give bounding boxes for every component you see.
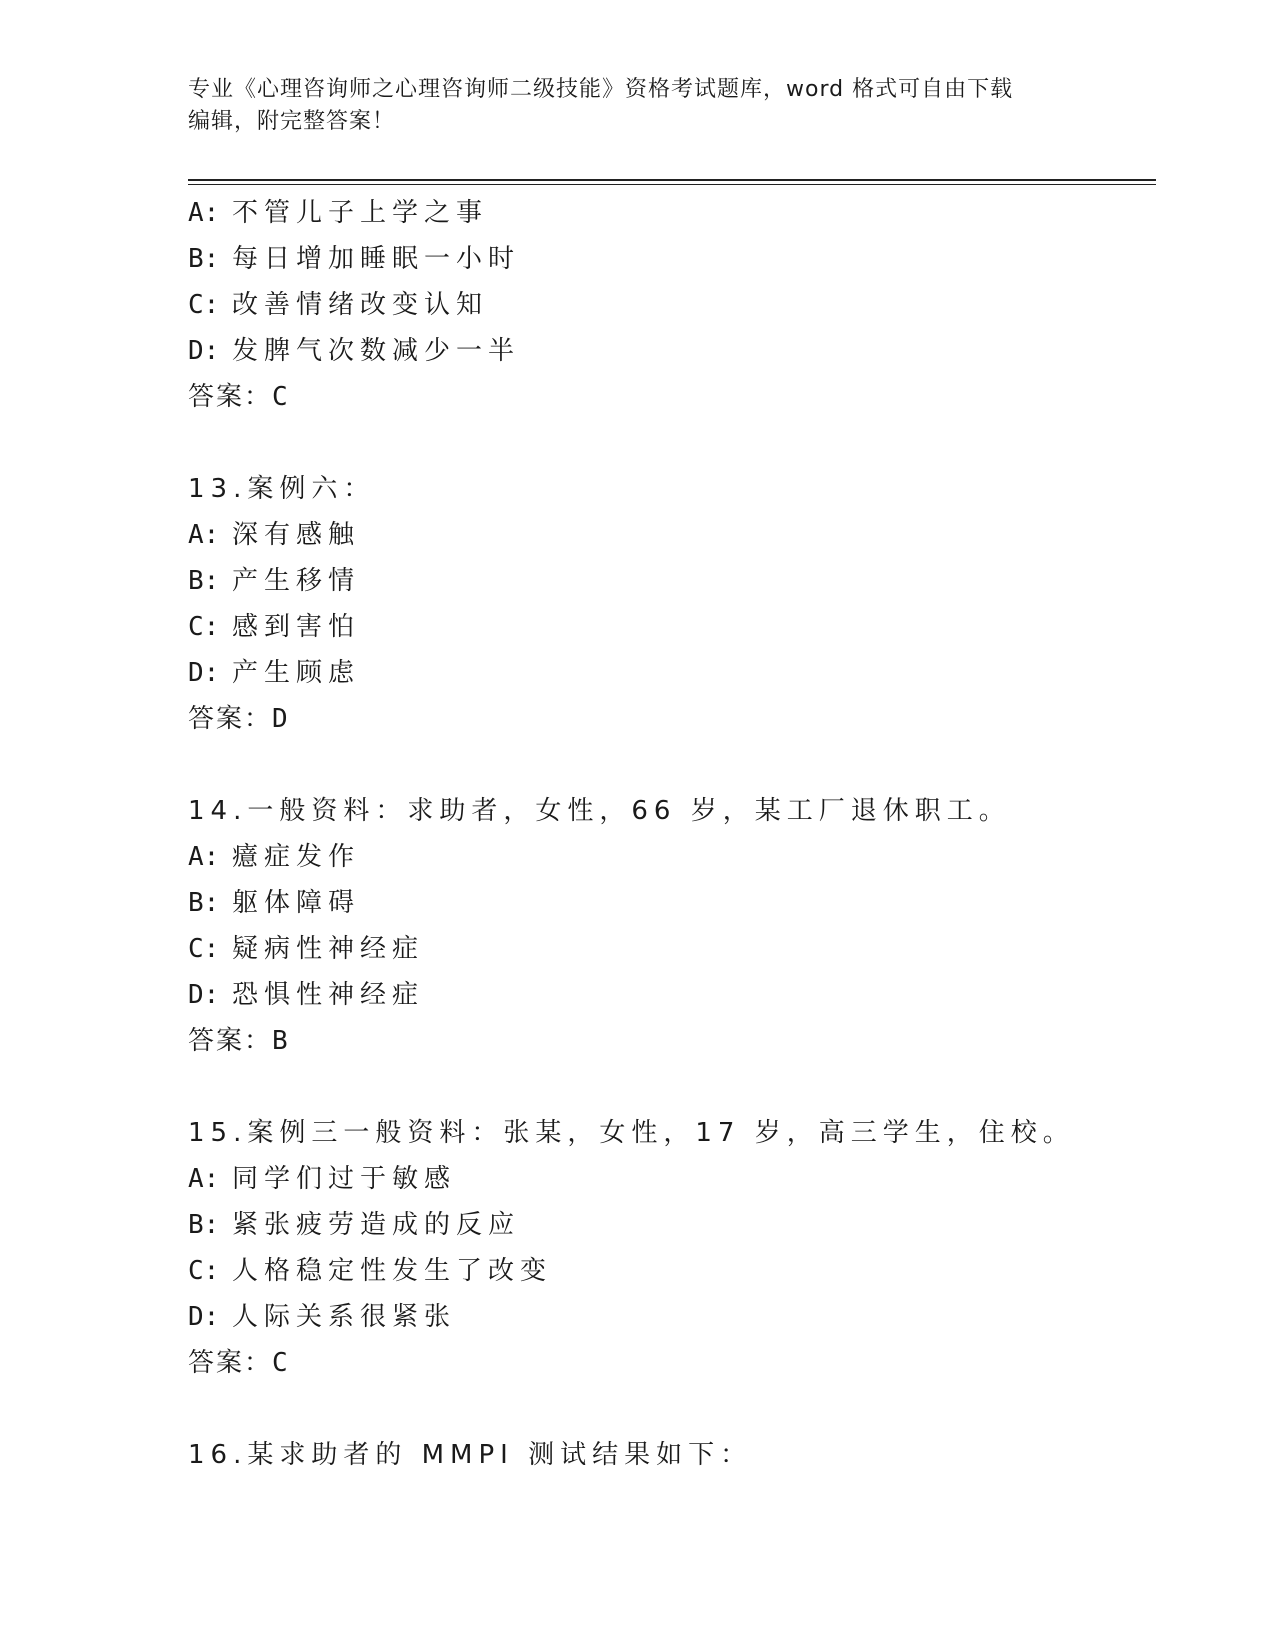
question-stem: 15.案例三一般资料：张某，女性，17 岁，高三学生，住校。 xyxy=(188,1118,1075,1148)
question-stem: 14.一般资料：求助者，女性，66 岁，某工厂退休职工。 xyxy=(188,796,1011,826)
question-block xyxy=(188,788,1148,1064)
header-divider-thick xyxy=(188,179,1156,181)
option-d: D: 恐惧性神经症 xyxy=(188,980,425,1010)
option-c: C: 疑病性神经症 xyxy=(188,934,425,964)
question-block xyxy=(188,1110,1148,1386)
option-d: D: 人际关系很紧张 xyxy=(188,1302,457,1332)
option-b: B: 紧张疲劳造成的反应 xyxy=(188,1210,521,1240)
document-header xyxy=(188,74,1088,138)
question-list xyxy=(188,190,1148,1478)
question-stem: 13.案例六： xyxy=(188,474,376,504)
option-b: B: 躯体障碍 xyxy=(188,888,361,918)
header-divider-thin xyxy=(188,184,1156,185)
answer-line: 答案：C xyxy=(188,1348,290,1378)
option-c: C: 改善情绪改变认知 xyxy=(188,290,489,320)
option-d: D: 发脾气次数减少一半 xyxy=(188,336,521,366)
option-a: A: 不管儿子上学之事 xyxy=(188,198,489,228)
question-block xyxy=(188,1432,1148,1478)
option-b: B: 产生移情 xyxy=(188,566,361,596)
question-block xyxy=(188,466,1148,742)
answer-line: 答案：B xyxy=(188,1026,290,1056)
option-d: D: 产生顾虑 xyxy=(188,658,361,688)
header-line-2: 编辑，附完整答案！ xyxy=(188,109,396,134)
option-a: A: 同学们过于敏感 xyxy=(188,1164,457,1194)
option-a: A: 癔症发作 xyxy=(188,842,361,872)
answer-line: 答案：C xyxy=(188,382,290,412)
option-a: A: 深有感触 xyxy=(188,520,361,550)
question-block xyxy=(188,190,1148,420)
answer-line: 答案：D xyxy=(188,704,290,734)
question-stem: 16.某求助者的 MMPI 测试结果如下： xyxy=(188,1440,753,1470)
option-b: B: 每日增加睡眠一小时 xyxy=(188,244,521,274)
header-line-1: 专业《心理咨询师之心理咨询师二级技能》资格考试题库，word 格式可自由下载 xyxy=(188,77,1014,102)
option-c: C: 感到害怕 xyxy=(188,612,361,642)
option-c: C: 人格稳定性发生了改变 xyxy=(188,1256,553,1286)
